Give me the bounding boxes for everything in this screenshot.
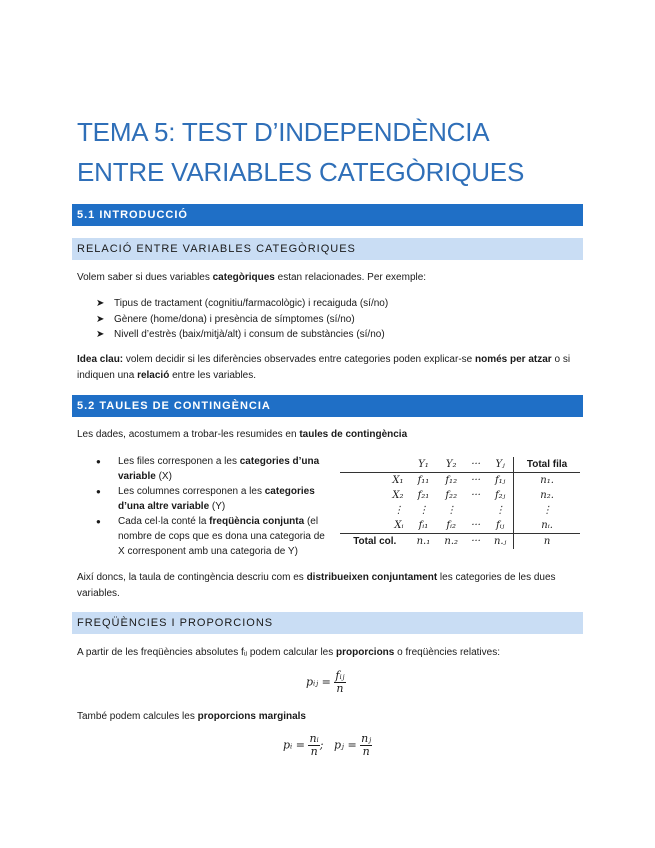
table-description-list bbox=[94, 454, 334, 559]
title-line-1: TEMA 5: TEST D’INDEPENDÈNCIA bbox=[77, 117, 490, 147]
table-row: ⋮ ⋮ ⋮ ⋮ ⋮ bbox=[393, 505, 553, 516]
section-heading-5-1: 5.1 INTRODUCCIÓ bbox=[72, 204, 583, 226]
table-row: X₁ f₁₁ f₁₂ ··· f₁ⱼ n₁. bbox=[340, 473, 580, 489]
dot-bullet-icon: ● bbox=[96, 457, 101, 466]
list-item: ➤ Nivell d’estrès (baix/mitjà/alt) i consum de substàncies (sí/no) bbox=[96, 327, 388, 343]
table-header-row: Y₁ Y₂ ··· Yⱼ Total fila bbox=[340, 457, 580, 473]
table-row: Xᵢ fᵢ₁ fᵢ₂ ··· fᵢⱼ nᵢ. bbox=[340, 518, 580, 534]
frequencies-paragraph: A partir de les freqüències absolutes fᵢⱼ podem calcular les proporcions o freqüències relatives: bbox=[77, 647, 500, 658]
list-item: ➤ Gènere (home/dona) i presència de símptomes (sí/no) bbox=[96, 312, 388, 328]
title-line-2: ENTRE VARIABLES CATEGÒRIQUES bbox=[77, 157, 525, 187]
page-title bbox=[77, 112, 597, 192]
arrow-bullet-icon: ➤ bbox=[96, 329, 105, 340]
section-heading-5-2: 5.2 TAULES DE CONTINGÈNCIA bbox=[72, 395, 583, 417]
table-row: X₂ f₂₁ f₂₂ ··· f₂ⱼ n₂. bbox=[392, 490, 554, 501]
arrow-bullet-icon: ➤ bbox=[96, 298, 105, 309]
list-item: ● Les columnes corresponen a les categories d’una altre variable (Y) bbox=[96, 486, 315, 512]
relacio-intro: Volem saber si dues variables categòriques estan relacionades. Per exemple: bbox=[77, 272, 427, 283]
list-item: ➤ Tipus de tractament (cognitiu/farmacològic) i recaiguda (sí/no) bbox=[96, 296, 388, 312]
formula-marginals: pᵢ = $\frac{\text{nᵢ}}{n}$ ; pⱼ = $\frac{\text{nⱼ}}{n}$ bbox=[283, 732, 372, 758]
list-item: ● Cada cel·la conté la freqüència conjunta (el nombre de cops que es dona una categoria de X corresponent amb una categoria de Y) bbox=[96, 516, 325, 557]
formula-pij: pᵢⱼ = $\frac{\text{fᵢⱼ}}{n}$ bbox=[306, 669, 345, 695]
subheading-relacio: RELACIÓ ENTRE VARIABLES CATEGÒRIQUES bbox=[72, 238, 583, 260]
subheading-frequencies: FREQÜÈNCIES I PROPORCIONS bbox=[72, 612, 583, 634]
contingency-table bbox=[340, 457, 580, 549]
idea-clau-paragraph: Idea clau: volem decidir si les diferències observades entre categories poden explicar-se només per atzar o si indiquen una relació entre les variables. bbox=[77, 354, 571, 381]
dot-bullet-icon: ● bbox=[96, 517, 101, 526]
taules-conclusion: Així doncs, la taula de contingència descriu com es distribueixen conjuntament les categories de les dues variables. bbox=[77, 572, 556, 599]
dot-bullet-icon: ● bbox=[96, 487, 101, 496]
arrow-bullet-icon: ➤ bbox=[96, 313, 105, 325]
examples-list bbox=[96, 296, 388, 343]
taules-intro: Les dades, acostumem a trobar-les resumides en taules de contingència bbox=[77, 429, 408, 440]
table-total-row: Total col. n.₁ n.₂ ··· n.ⱼ n bbox=[340, 534, 580, 550]
list-item: ● Les files corresponen a les categories d’una variable (X) bbox=[96, 456, 320, 482]
marginals-paragraph: També podem calcules les proporcions marginals bbox=[77, 711, 306, 722]
